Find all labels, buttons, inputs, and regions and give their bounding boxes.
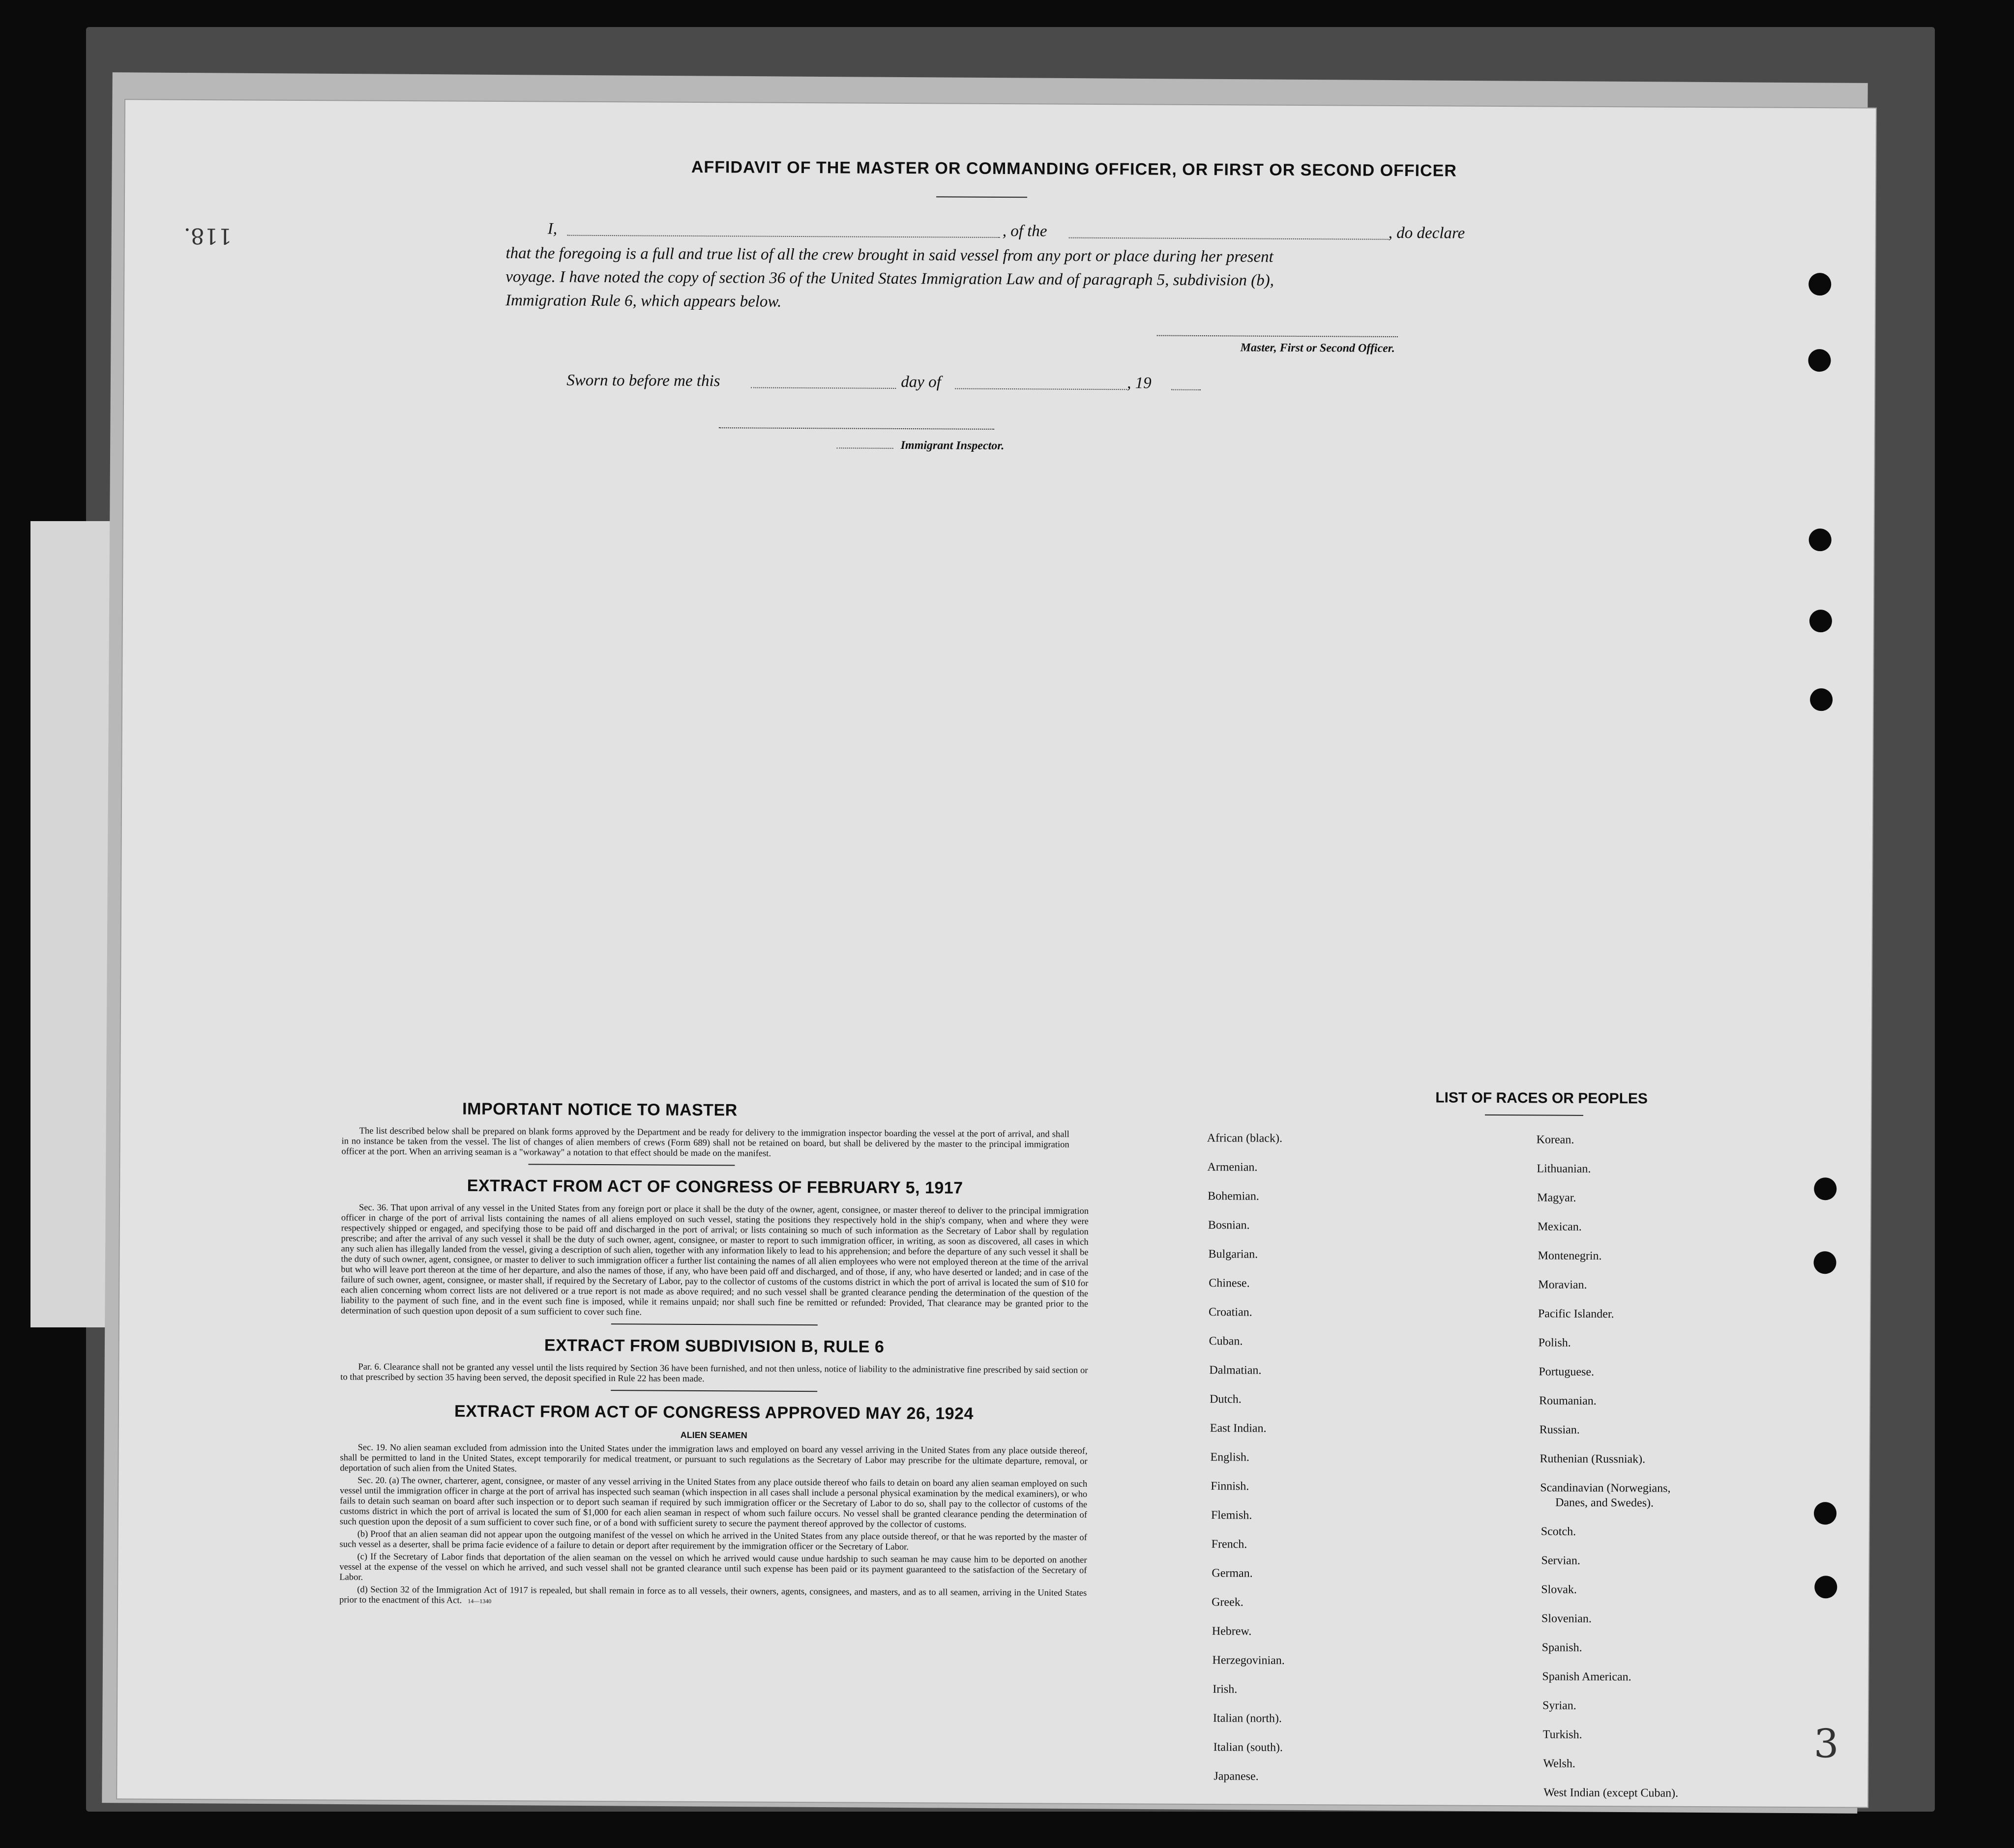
punch-hole-icon [1814,1502,1836,1525]
extract-1924-sec20b: (b) Proof that an alien seaman did not appear upon the outgoing manifest of the vessel on which he arrived in the United States from any place outside thereof, or that he was reported by the master of such vessel as a deserter, shall be prima facie evidence of a failure to detain or deport after requirement by the immigration officer or the Secretary of Labor. [339,1529,1087,1553]
race-item: Montenegrin. [1538,1249,1602,1263]
race-item: Japanese. [1214,1770,1259,1783]
extract-1924-sec20c: (c) If the Secretary of Labor finds that deportation of the alien seaman on the vessel on which he arrived would cause undue hardship to such seaman he may cause him to be deported on another vessel at the expense of the vessel on which he arrived, and such vessel shall not be granted clearance until such expense has been paid or its payment guaranteed to the satisfaction of the Secretary of Labor. [339,1552,1087,1583]
extract-1924-title: EXTRACT FROM ACT OF CONGRESS APPROVED MAY 26, 1924 [454,1402,974,1423]
race-item: Portuguese. [1539,1365,1595,1379]
race-item: Spanish. [1541,1641,1582,1654]
punch-hole-icon [1809,528,1832,551]
sworn-prefix: Sworn to before me this [566,371,720,390]
race-item: Mexican. [1537,1220,1582,1233]
race-item: East Indian. [1210,1422,1267,1435]
race-item: Flemish. [1211,1509,1252,1522]
race-item: English. [1210,1451,1249,1464]
master-signature-label: Master, First or Second Officer. [1240,341,1395,355]
races-title-underline [1485,1115,1583,1116]
sworn-year-blank[interactable] [1171,389,1201,390]
extract-1924-sec20d [339,1584,1087,1609]
extract-1924-sec20d-text: (d) Section 32 of the Immigration Act of 1917 is repealed, but shall remain in force as to all vessels, their owners, agents, consignees, and masters, and as to all seamen, arriving in the United States prior to the enactment of this Act. [339,1584,1087,1606]
race-item: Syrian. [1542,1699,1576,1712]
race-item: Danes, and Swedes). [1555,1496,1654,1510]
race-item: Servian. [1541,1554,1580,1567]
race-item: Moravian. [1538,1278,1587,1291]
page-number-handwritten: 3 [1813,1721,1839,1767]
race-item: Polish. [1538,1336,1571,1349]
race-item: Irish. [1213,1683,1238,1696]
affidavit-line-2: that the foregoing is a full and true list of all the crew brought in said vessel from any port or place during her present [505,244,1274,266]
form-code: 14—1340 [468,1597,492,1605]
section-divider [528,1164,735,1166]
alien-seamen-subtitle: ALIEN SEAMEN [680,1430,747,1440]
race-item: Dalmatian. [1209,1364,1262,1377]
race-item: Greek. [1212,1596,1244,1609]
race-item: German. [1212,1567,1253,1580]
extract-1924-sec19: Sec. 19. No alien seaman excluded from admission into the United States under the immigration laws and employed on board any vessel arriving in the United States from any place outside thereof, shall be permitted to land in the United States, except temporarily for medical treatment, or pursuant to such regulations as the Secretary of Labor may prescribe for the ultimate departure, removal, or deportation of such alien from the United States. [340,1442,1088,1474]
race-item: Cuban. [1209,1335,1243,1348]
sworn-day-blank[interactable] [751,387,896,389]
race-item: African (black). [1207,1132,1283,1145]
punch-hole-icon [1814,1177,1836,1200]
race-item: Welsh. [1543,1757,1575,1770]
race-item: Roumanian. [1539,1394,1597,1408]
race-item: French. [1211,1538,1247,1551]
inspector-dots [837,447,893,449]
race-item: Bosnian. [1208,1219,1250,1232]
race-item: Herzegovinian. [1212,1654,1285,1667]
affidavit-line-3: voyage. I have noted the copy of section 36 of the United States Immigration Law and of paragraph 5, subdivision (b), [505,268,1274,290]
race-item: Turkish. [1542,1728,1582,1741]
race-item: Slovenian. [1541,1612,1592,1625]
notice-text: The list described below shall be prepared on blank forms approved by the Department and be ready for delivery to the immigration inspector boarding the vessel at the port of arrival, and shall in no instance be taken from the vessel. The list of changes of alien members of crews (Form 689) shall not be retained on board, but shall be delivered by the master to the principal immigration officer at the port. When an arriving seaman is a "workaway" a notation to that effect should be made on the manifest. [341,1126,1069,1159]
race-item: West Indian (except Cuban). [1543,1786,1679,1800]
punch-hole-icon [1814,1576,1837,1598]
punch-hole-icon [1813,1251,1836,1274]
race-item: Bohemian. [1208,1190,1259,1203]
race-item: Hebrew. [1212,1625,1252,1638]
inspector-signature-line[interactable] [719,427,994,430]
vessel-blank[interactable] [1069,237,1389,240]
punch-hole-icon [1809,610,1832,632]
race-item: Chinese. [1209,1277,1250,1290]
race-item: Scotch. [1540,1525,1576,1538]
affidavit-i: I, [547,220,558,238]
manifest-page [117,100,1876,1807]
race-item: Lithuanian. [1537,1162,1591,1175]
inspector-signature-label: Immigrant Inspector. [900,439,1005,453]
race-item: Slovak. [1541,1583,1577,1596]
race-item: Ruthenian (Russniak). [1540,1452,1646,1466]
notice-title: IMPORTANT NOTICE TO MASTER [462,1099,738,1120]
affidavit-line-4: Immigration Rule 6, which appears below. [505,292,782,311]
race-item: Bulgarian. [1208,1248,1258,1261]
section-divider [611,1390,817,1392]
affidavit-title: AFFIDAVIT OF THE MASTER OR COMMANDING OFFICER, OR FIRST OR SECOND OFFICER [691,157,1457,180]
section-divider [611,1323,818,1325]
punch-hole-icon [1808,349,1831,372]
affidavit-of-the: , of the [1002,222,1047,240]
punch-hole-icon [1810,688,1833,711]
title-underline [936,196,1027,198]
sworn-year: , 19 [1127,374,1152,392]
race-item: Pacific Islander. [1538,1307,1614,1321]
extract-rule6-title: EXTRACT FROM SUBDIVISION B, RULE 6 [544,1336,885,1356]
punch-hole-icon [1808,273,1831,295]
race-item: Croatian. [1208,1306,1252,1319]
margin-number-top-left: 118. [183,223,232,249]
race-item: Magyar. [1537,1191,1576,1204]
race-item: Russian. [1539,1423,1580,1437]
extract-1924-sec20a: Sec. 20. (a) The owner, charterer, agent, consignee, or master of any vessel arriving in the United States from any place outside thereof who fails to detain on board any alien seaman employed on such vessel until the immigration officer in charge at the port of arrival has inspected such seaman (which inspection in all cases shall include a personal physical examination by the medical examiners), or who fails to detain such seaman on board after such inspection or to deport such seaman if required by such immigration officer or the Secretary of Labor to do so, shall pay to the collector of customs of the customs district in which the port of arrival is located the sum of $1,000 for each alien seaman in respect of whom such failure occurs. No vessel shall be granted clearance pending the determination of such question upon the deposit of a sum sufficient to cover such fine, or of a bond with sufficient surety to secure the payment thereof approved by the collector of customs. [339,1475,1088,1530]
race-item: Spanish American. [1542,1670,1631,1684]
race-item: Italian (north). [1213,1712,1282,1725]
races-list-title: LIST OF RACES OR PEOPLES [1435,1089,1648,1107]
extract-1917-text: Sec. 36. That upon arrival of any vessel in the United States from any foreign port or place it shall be the duty of the owner, agent, consignee, or master thereof to deliver to the principal immigration officer in charge of the port of arrival lists containing the names of all aliens employed on such vessel, stating the positions they respectively hold in the ship's company, when and where they were respectively shipped or engaged, and specifying those to be paid off and discharged in the port of arrival; or lists containing so much of such information as the Secretary of Labor shall by regulation prescribe; and after the arrival of any such vessel it shall be the duty of such owner, agent, consignee, or master to report to such immigration officer, in writing, as soon as discovered, all cases in which any such alien has illegally landed from the vessel, giving a description of such alien, together with any information likely to lead to his apprehension; and before the departure of any such vessel it shall be the duty of such owner, agent, consignee, or master to deliver to such immigration officer a further list containing the names of all alien employees who were not employed thereon at the time of the arrival but who will leave port thereon at the time of her departure, and also the names of those, if any, who have been paid off and discharged, and of those, if any, who have deserted or landed; and in case of the failure of such owner, agent, consignee, or master shall, if required by the Secretary of Labor, pay to the collector of customs of the customs district in which the port of arrival is located the sum of $10 for each alien concerning whom correct lists are not delivered or a true report is not made as above required; and no such vessel shall be granted clearance pending the determination of the question of the liability to the payment of such fine, and in the event such fine is imposed, while it remains unpaid; nor shall such fine be remitted or refunded: Provided, That clearance may be granted prior to the determination of such question upon deposit of a sum sufficient to cover such fine. [340,1203,1089,1318]
race-item: Dutch. [1210,1393,1242,1406]
sworn-month-blank[interactable] [955,388,1127,390]
race-item: Scandinavian (Norwegians, [1540,1481,1671,1495]
extract-1917-title: EXTRACT FROM ACT OF CONGRESS OF FEBRUARY 5, 1917 [467,1176,963,1198]
name-blank[interactable] [567,235,1000,238]
race-item: Italian (south). [1213,1741,1283,1754]
race-item: Armenian. [1207,1161,1258,1174]
affidavit-declare: , do declare [1388,224,1465,242]
master-signature-line[interactable] [1157,335,1398,337]
sworn-day-of: day of [901,373,941,391]
extract-rule6-text: Par. 6. Clearance shall not be granted any vessel until the lists required by Section 36 have been furnished, and not then unless, notice of liability to the administrative fine prescribed by said section or to that prescribed by section 35 having been served, the deposit specified in Rule 22 has been made. [340,1362,1088,1384]
race-item: Korean. [1536,1133,1574,1146]
notice-column [339,1099,1089,1611]
race-item: Finnish. [1211,1480,1249,1493]
